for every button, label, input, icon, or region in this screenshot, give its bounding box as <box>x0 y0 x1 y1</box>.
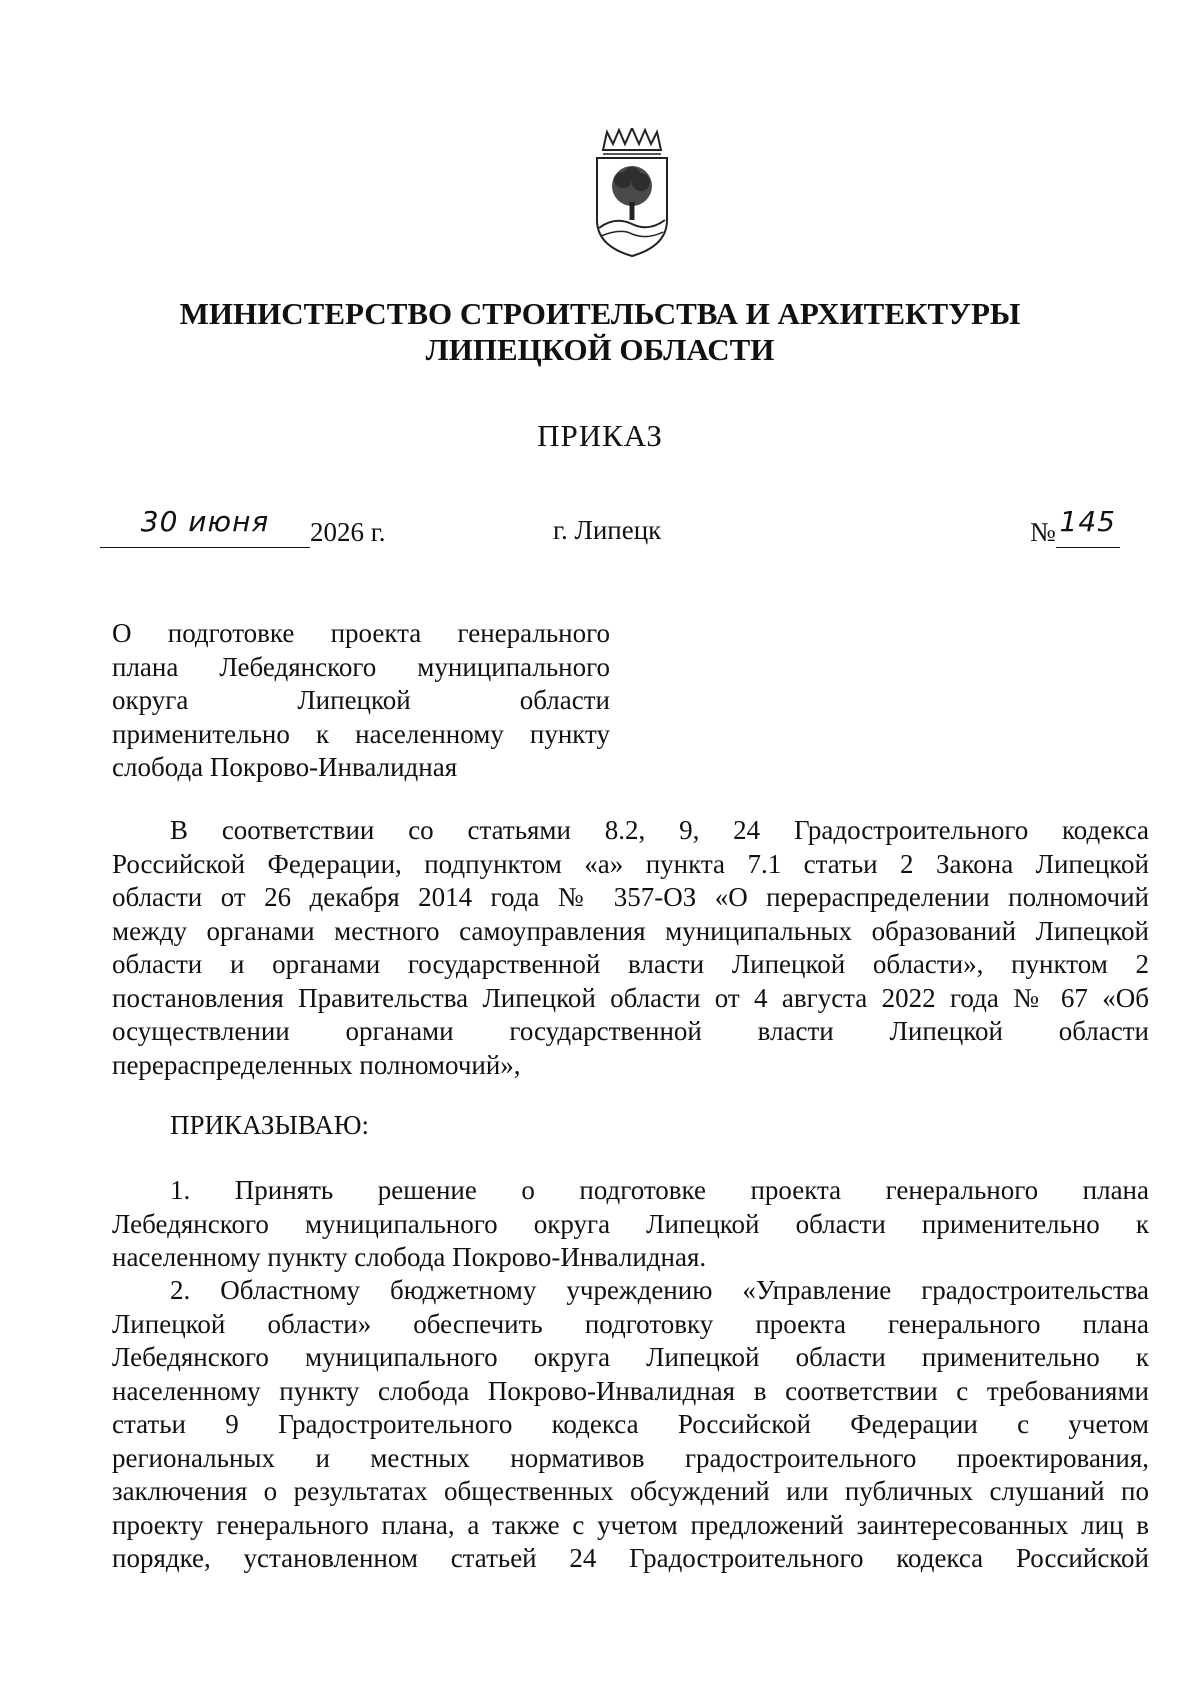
city: г. Липецк <box>553 515 662 545</box>
document-type: ПРИКАЗ <box>537 418 663 453</box>
item-line: порядке, установленном статьей 24 Градостроительного кодекса Российской <box>112 1543 1149 1573</box>
number-label: № <box>1030 517 1056 547</box>
item-line: заключения о результатах общественных обсуждений или публичных слушаний по <box>112 1476 1149 1506</box>
subject-line: О подготовке проекта генерального <box>112 618 610 648</box>
item-line: статьи 9 Градостроительного кодекса Российской Федерации с учетом <box>112 1409 1149 1439</box>
preamble-paragraph <box>112 814 1149 1082</box>
order-item-2 <box>112 1274 1149 1576</box>
preamble-line: между органами местного самоуправления муниципальных образований Липецкой <box>112 915 1149 946</box>
item-line: Липецкой области» обеспечить подготовку проекта генерального плана <box>112 1308 1149 1339</box>
preamble-line: Российской Федерации, подпунктом «а» пункта 7.1 статьи 2 Закона Липецкой <box>112 848 1149 879</box>
preamble-line: осуществлении органами государственной власти Липецкой области <box>112 1016 1149 1046</box>
order-word: ПРИКАЗЫВАЮ: <box>170 1110 369 1140</box>
date-handwritten: 30 июня <box>140 505 270 538</box>
item-line: 1. Принять решение о подготовке проекта генерального плана <box>170 1175 1149 1205</box>
date-year: 2026 г. <box>310 517 386 547</box>
preamble-line: перераспределенных полномочий», <box>112 1049 521 1080</box>
subject-line: применительно к населенному пункту <box>112 718 610 749</box>
preamble-line: В соответствии со статьями 8.2, 9, 24 Градостроительного кодекса <box>170 815 1149 845</box>
item-line: региональных и местных нормативов градостроительного проектирования, <box>112 1442 1149 1473</box>
ministry-heading-line2: ЛИПЕЦКОЙ ОБЛАСТИ <box>425 332 775 367</box>
subject-line: слобода Покрово-Инвалидная <box>112 752 458 782</box>
item-line: населенному пункту слобода Покрово-Инвалидная в соответствии с требованиями <box>112 1375 1149 1406</box>
preamble-line: области и органами государственной власти Липецкой области», пунктом 2 <box>112 949 1149 979</box>
subject-line: плана Лебедянского муниципального <box>112 651 610 682</box>
preamble-line: постановления Правительства Липецкой области от 4 августа 2022 года № 67 «Об <box>112 982 1149 1013</box>
item-line: Лебедянского муниципального округа Липецкой области применительно к <box>112 1208 1149 1239</box>
preamble-line: области от 26 декабря 2014 года № 357-ОЗ «О перераспределении полномочий <box>112 882 1149 912</box>
item-line: населенному пункту слобода Покрово-Инвалидная. <box>112 1242 707 1272</box>
coat-of-arms-emblem <box>591 128 673 260</box>
ministry-heading <box>100 296 1100 368</box>
order-date <box>100 505 386 548</box>
ministry-heading-line1: МИНИСТЕРСТВО СТРОИТЕЛЬСТВА И АРХИТЕКТУРЫ <box>179 296 1021 331</box>
subject-line: округа Липецкой области <box>112 685 610 715</box>
item-line: проекту генерального плана, а также с учетом предложений заинтересованных лиц в <box>112 1509 1149 1540</box>
item-line: Лебедянского муниципального округа Липецкой области применительно к <box>112 1342 1149 1372</box>
order-item-1 <box>112 1174 1149 1275</box>
number-handwritten: 145 <box>1059 505 1116 538</box>
item-line: 2. Областному бюджетному учреждению «Управление градостроительства <box>170 1275 1149 1305</box>
number-handwritten-field <box>1056 505 1120 548</box>
order-number <box>1030 505 1120 548</box>
date-handwritten-field <box>100 505 310 548</box>
order-subject <box>112 617 610 785</box>
